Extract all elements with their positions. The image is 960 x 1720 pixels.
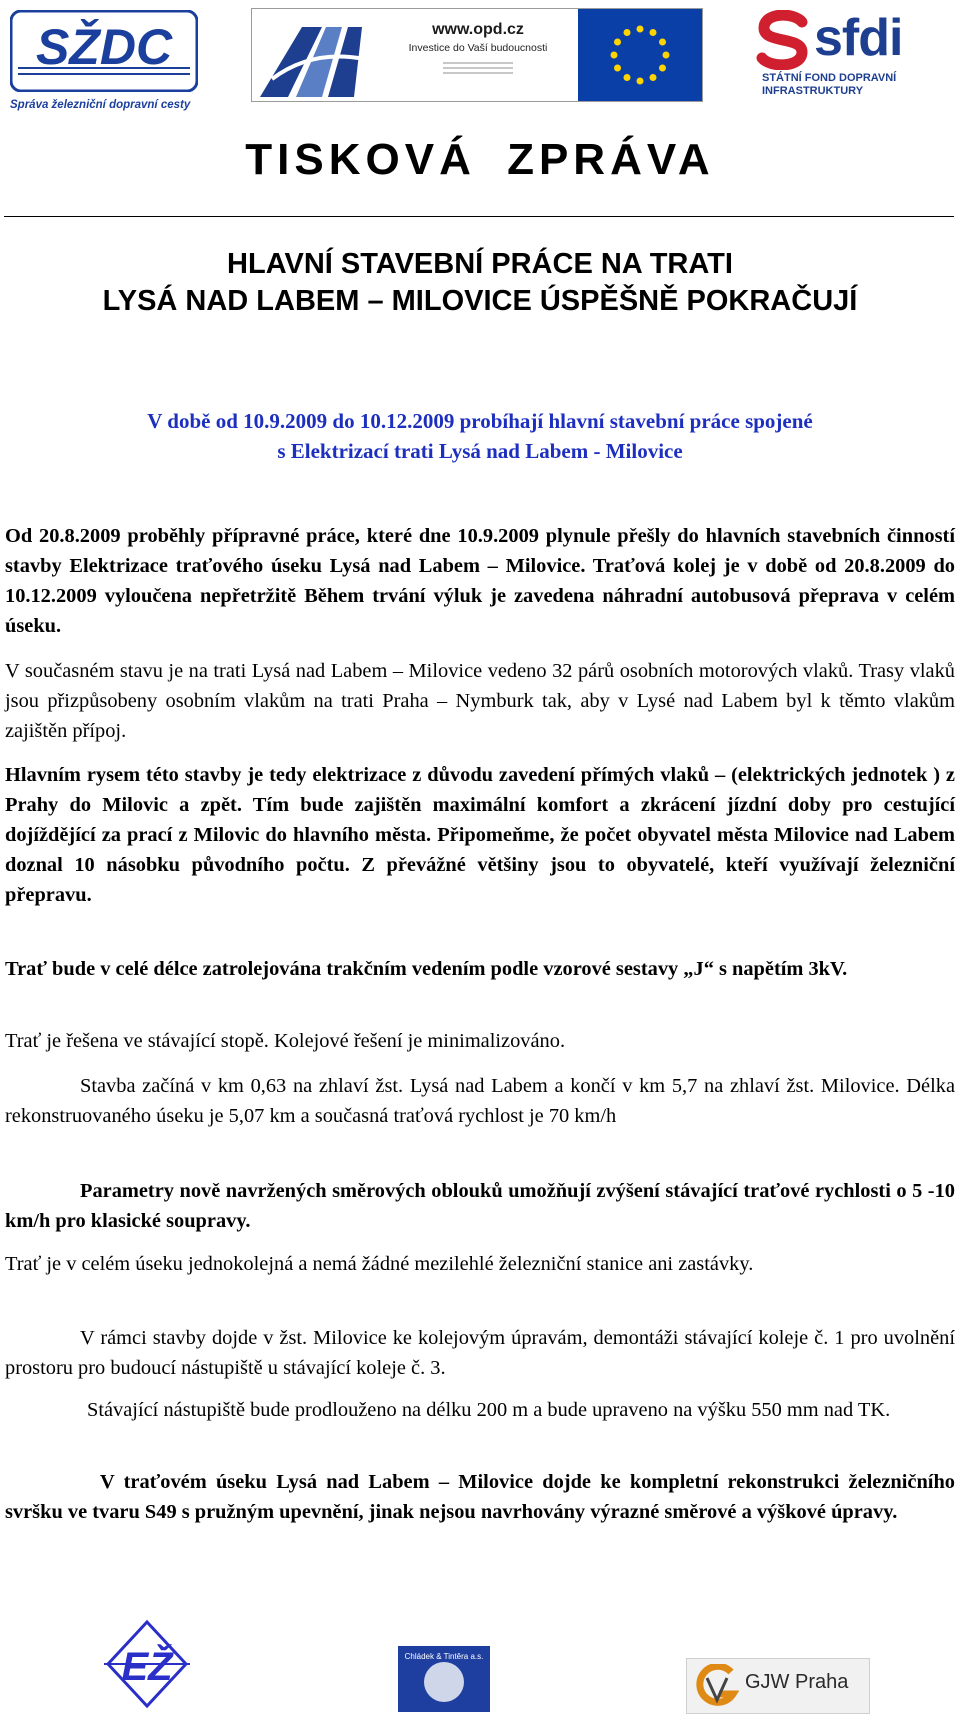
opd-logo — [251, 8, 703, 102]
svg-text:Chládek & Tintěra a.s.: Chládek & Tintěra a.s. — [404, 1652, 484, 1661]
paragraph-preparatory-works: Od 20.8.2009 proběhly přípravné práce, které dne 10.9.2009 plynule přešly do hlavních stavebních činností stavby Elektrizace traťového úseku Lysá nad Labem – Milovice. Traťová kolej je v době od 20.8.2009 do 10.12.2009 vyloučena nepřetržitě Během trvání výluk je zavedena náhradní autobusová přeprava v celém úseku. — [5, 525, 955, 637]
press-release-heading — [0, 246, 960, 320]
sfdi-s-icon — [756, 10, 810, 70]
paragraph-current-traffic: V současném stavu je na trati Lysá nad Labem – Milovice vedeno 32 párů osobních motorových vlaků. Trasy vlaků jsou přizpůsobeny osobním vlakům na trati Praha – Nymburk tak, aby v Lysé nad Labem byl k těmto vlakům zajištěn přípoj. — [5, 660, 955, 742]
sfdi-logo-top — [756, 8, 952, 72]
opd-url: www.opd.cz — [432, 21, 524, 38]
svg-text:EŽ: EŽ — [121, 1645, 173, 1689]
heading-line-2: LYSÁ NAD LABEM – MILOVICE ÚSPĚŠNĚ POKRAČUJÍ — [102, 285, 858, 317]
sfdi-caption-line1: STÁTNÍ FOND DOPRAVNÍ — [762, 72, 897, 84]
paragraph-speed-increase: Parametry nově navržených směrových oblouků umožňují zvýšení stávající traťové rychlosti o 5 -10 km/h pro klasické soupravy. — [5, 1180, 955, 1232]
svg-text:SŽDC: SŽDC — [35, 19, 173, 75]
lead-line-2: s Elektrizací trati Lysá nad Labem - Milovice — [277, 439, 683, 463]
gjw-logo — [686, 1658, 870, 1714]
paragraph-alignment: Trať je řešena ve stávající stopě. Kolejové řešení je minimalizováno. — [5, 1030, 566, 1052]
szdc-logo-mark — [10, 10, 198, 92]
lead-paragraph — [0, 406, 960, 466]
header-logos — [0, 6, 960, 118]
paragraph-catenary: Trať bude v celé délce zatrolejována trakčním vedením podle vzorové sestavy „J“ s napětím 3kV. — [5, 958, 848, 980]
szdc-subtitle: Správa železniční dopravní cesty — [10, 99, 191, 111]
opd-fine-print — [443, 62, 513, 74]
footer-logos — [0, 1612, 960, 1712]
paragraph-platform: Stávající nástupiště bude prodlouženo na délku 200 m a bude upraveno na výšku 550 mm nad TK. — [87, 1399, 891, 1421]
eu-flag-icon — [578, 9, 702, 101]
chladek-tintera-logo — [398, 1646, 490, 1712]
paragraph-single-track: Trať je v celém úseku jednokolejná a nemá žádné mezilehlé železniční stanice ani zastávky. — [5, 1253, 754, 1275]
opd-text-block — [378, 15, 578, 95]
paragraph-electrification-purpose: Hlavním rysem této stavby je tedy elektrizace z důvodu zavedení přímých vlaků – (elektrických jednotek ) z Prahy do Milovic a zpět. Tím bude zajištěn maximální komfort a zkrácení jízdní doby pro cestující dojíždějící za prací z Milovic do hlavního města. Připomeňme, že počet obyvatel města Milovice nad Labem doznal 10 násobku původního počtu. Z převážné většiny jsou to obyvatelé, kteří využívají železniční přepravu. — [5, 764, 955, 906]
chladek-tintera-emblem — [398, 1646, 490, 1712]
paragraph-track-reconstruction: V traťovém úseku Lysá nad Labem – Milovice dojde ke kompletní rekonstrukci železničního svršku ve tvaru S49 s pružným upevnění, jinak nejsou navrhovány výrazné směrové a výškové úpravy. — [5, 1471, 955, 1523]
sfdi-caption-line2: INFRASTRUKTURY — [762, 85, 864, 97]
opd-road-graphic — [252, 9, 372, 101]
lead-line-1: V době od 10.9.2009 do 10.12.2009 probíhají hlavní stavební práce spojené — [147, 409, 813, 433]
sfdi-caption — [762, 72, 952, 98]
heading-line-1: HLAVNÍ STAVEBNÍ PRÁCE NA TRATI — [227, 248, 733, 280]
sfdi-wordmark: sfdi — [814, 9, 903, 67]
title-divider — [4, 216, 954, 217]
page-title: TISKOVÁ ZPRÁVA — [245, 135, 715, 184]
paragraph-section-length: Stavba začíná v km 0,63 na zhlaví žst. Lysá nad Labem a končí v km 5,7 na zhlaví žst. Milovice. Délka rekonstruovaného úseku je 5,07 km a současná traťová rychlost je 70 km/h — [5, 1075, 955, 1127]
ez-logo — [104, 1618, 190, 1710]
ez-logo-mark — [104, 1618, 190, 1710]
sfdi-logo — [756, 8, 952, 104]
paragraph-milovice-station: V rámci stavby dojde v žst. Milovice ke kolejovým úpravám, demontáži stávající koleje č. 1 pro uvolnění prostoru pro budoucí nástupiště u stávající koleje č. 3. — [5, 1327, 955, 1379]
gjw-name: GJW Praha — [745, 1671, 849, 1693]
gjw-g-icon — [695, 1664, 739, 1708]
opd-slogan: Investice do Vaší budoucnosti — [408, 42, 548, 54]
szdc-logo — [10, 10, 198, 112]
